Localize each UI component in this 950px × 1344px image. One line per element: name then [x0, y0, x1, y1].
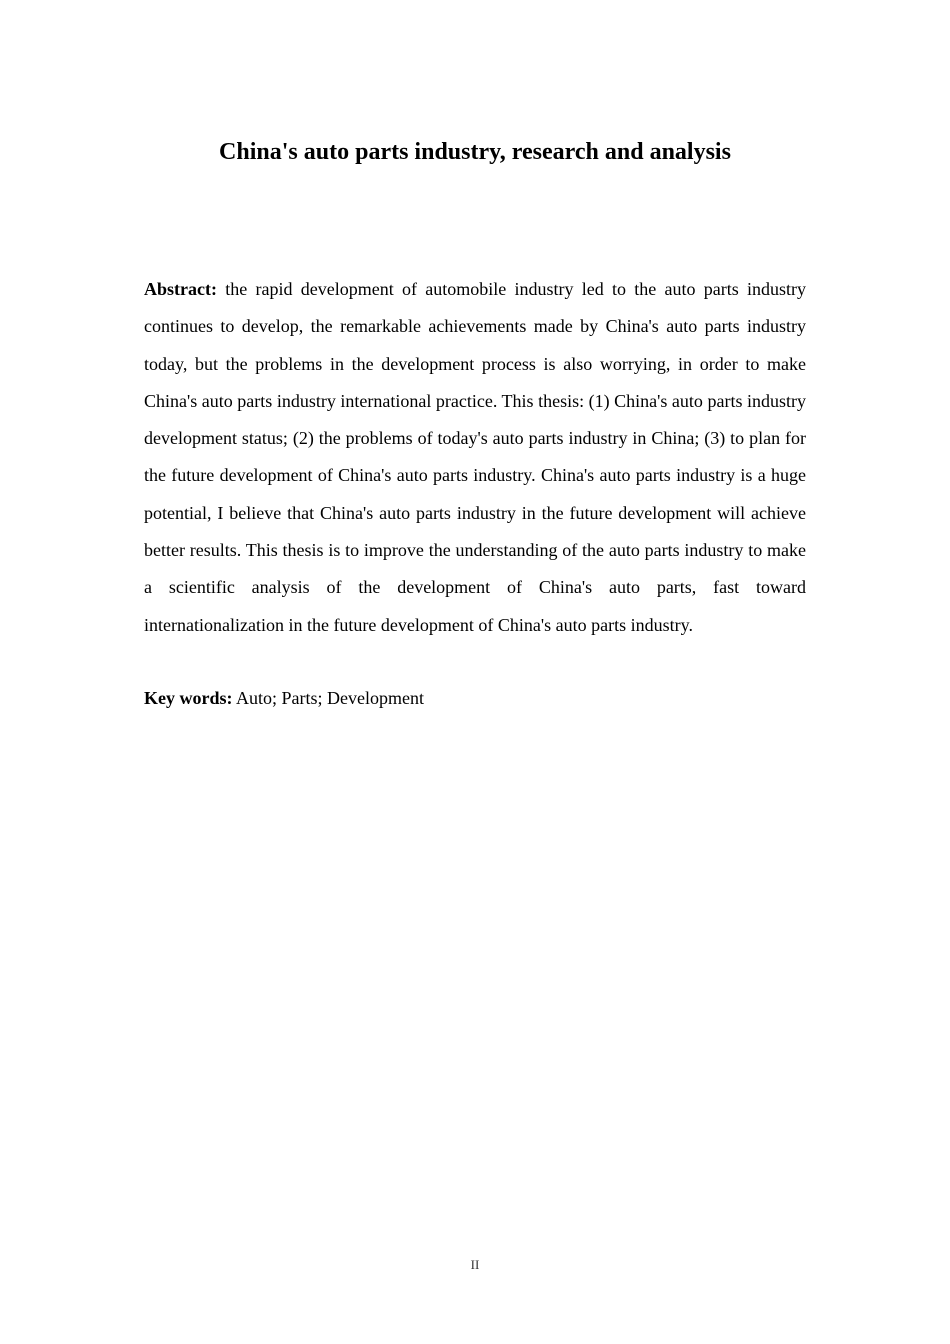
- abstract-label: Abstract:: [144, 279, 217, 299]
- keywords-line: [144, 684, 806, 712]
- keywords-label: Key words:: [144, 688, 233, 708]
- abstract-text: the rapid development of automobile industry led to the auto parts industry continues to develop, the remarkable achievements made by China's auto parts industry today, but the problems in the development process is also worrying, in order to make China's auto parts industry international practice. This thesis: (1) China's auto parts industry development status; (2) the problems of today's auto parts industry in China; (3) to plan for the future development of China's auto parts industry. China's auto parts industry is a huge potential, I believe that China's auto parts industry in the future development will achieve better results. This thesis is to improve the understanding of the auto parts industry to make a scientific analysis of the development of China's auto parts, fast toward internationalization in the future development of China's auto parts industry.: [144, 279, 806, 635]
- keywords-text: Auto; Parts; Development: [236, 688, 424, 708]
- page-number: II: [470, 1257, 480, 1272]
- page-title: China's auto parts industry, research and analysis: [219, 139, 731, 165]
- abstract-paragraph: [144, 271, 806, 644]
